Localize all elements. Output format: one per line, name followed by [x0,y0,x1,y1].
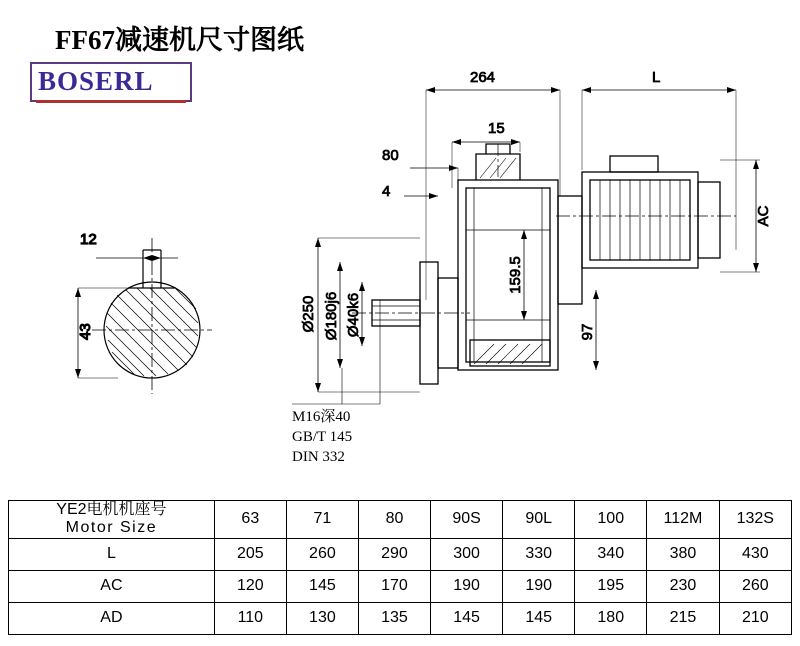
dim-4: 4 [382,183,391,200]
cell-AD-4: 145 [503,602,575,634]
table-header-motor-size [9,501,215,539]
dim-264: 264 [470,69,496,86]
motor-size-1: 71 [286,501,358,539]
dim-key-width: 12 [80,231,97,248]
cell-AD-5: 180 [575,602,647,634]
cell-AD-2: 135 [358,602,430,634]
cell-AD-0: 110 [214,602,286,634]
dim-AC: AC [755,205,772,227]
cell-L-7: 430 [719,538,791,570]
fan-cover [698,182,720,258]
dim-dia-180: Ø180j6 [323,291,340,341]
cell-AC-7: 260 [719,570,791,602]
table-row [9,602,792,634]
cell-L-3: 300 [431,538,503,570]
dim-97: 97 [579,323,596,341]
row-label-L: L [9,538,215,570]
dim-shaft-flat: 43 [77,323,94,340]
cell-L-4: 330 [503,538,575,570]
terminal-box [610,156,658,172]
cell-AC-2: 170 [358,570,430,602]
header-cn: YE2电机机座号 [56,501,167,518]
output-flange [420,262,438,384]
table-row [9,570,792,602]
table-row [9,538,792,570]
dim-159-5: 159.5 [507,256,524,294]
note-din332: DIN 332 [292,449,345,465]
cell-AD-6: 215 [647,602,719,634]
cell-AC-1: 145 [286,570,358,602]
cell-AC-4: 190 [503,570,575,602]
cell-AD-7: 210 [719,602,791,634]
motor-size-2: 80 [358,501,430,539]
cell-L-2: 290 [358,538,430,570]
dim-dia-40: Ø40k6 [345,292,362,338]
motor-size-4: 90L [503,501,575,539]
cell-AD-1: 130 [286,602,358,634]
motor-adapter [558,196,582,304]
dim-L: L [652,69,661,86]
row-label-AC: AC [9,570,215,602]
logo-text: BOSERL [38,66,154,96]
cell-L-6: 380 [647,538,719,570]
note-gbt145: GB/T 145 [292,429,353,445]
spec-table [8,500,792,635]
page-title: FF67减速机尺寸图纸 [55,25,304,55]
motor-size-3: 90S [431,501,503,539]
table-row-header [9,501,792,539]
cell-AC-6: 230 [647,570,719,602]
shaft-end-view [75,231,212,394]
motor-size-6: 112M [647,501,719,539]
cell-AD-3: 145 [431,602,503,634]
cell-L-1: 260 [286,538,358,570]
dim-80: 80 [382,147,399,164]
cell-L-0: 205 [214,538,286,570]
cell-AC-3: 190 [431,570,503,602]
motor-size-0: 63 [214,501,286,539]
dim-15: 15 [488,120,505,137]
cell-AC-5: 195 [575,570,647,602]
row-label-AD: AD [9,602,215,634]
motor-size-5: 100 [575,501,647,539]
note-m16: M16深40 [292,409,351,425]
dim-dia-250: Ø250 [300,295,317,333]
cell-AC-0: 120 [214,570,286,602]
header-en: Motor Size [65,519,158,537]
gearbox-assembly-view [352,144,736,384]
cell-L-5: 340 [575,538,647,570]
motor-size-7: 132S [719,501,791,539]
